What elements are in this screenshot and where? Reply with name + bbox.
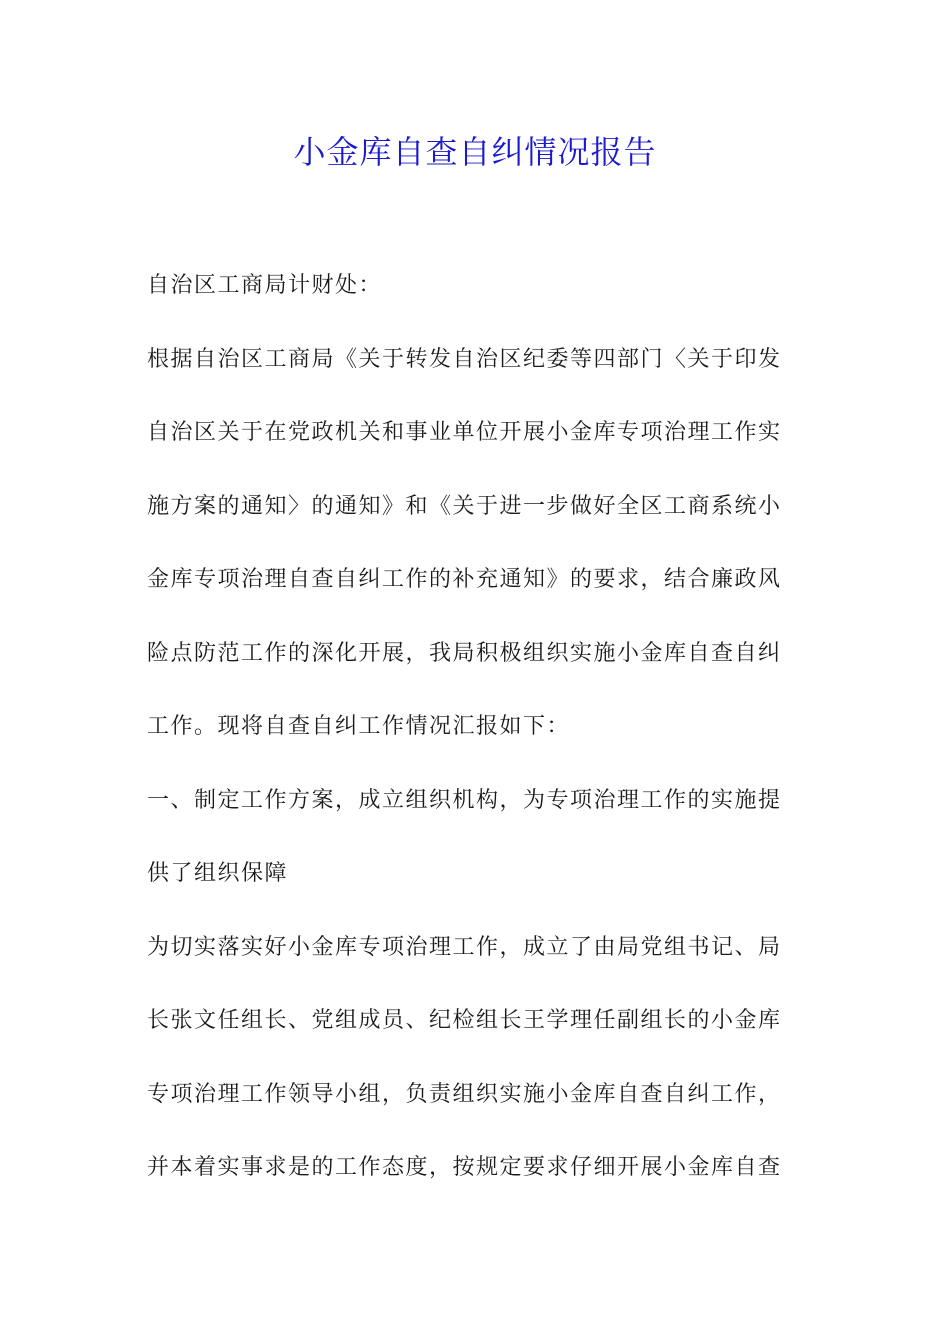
document-body	[147, 268, 807, 1224]
paragraph-line: 金库专项治理自查自纠工作的补充通知》的要求，结合廉政风	[147, 567, 782, 592]
paragraph-line: 长张文任组长、党组成员、纪检组长王学理任副组长的小金库	[147, 1008, 782, 1033]
paragraph-line: 施方案的通知〉的通知》和《关于进一步做好全区工商系统小	[147, 493, 782, 519]
paragraph-line: 自治区关于在党政机关和事业单位开展小金库专项治理工作实	[147, 420, 782, 445]
section-heading-line: 供了组织保障	[147, 861, 289, 886]
paragraph-line: 并本着实事求是的工作态度，按规定要求仔细开展小金库自查	[147, 1155, 782, 1180]
paragraph-line: 根据自治区工商局《关于转发自治区纪委等四部门〈关于印发	[147, 346, 782, 372]
section-heading-line: 一、制定工作方案，成立组织机构，为专项治理工作的实施提	[147, 787, 782, 813]
paragraph-line: 工作。现将自查自纠工作情况汇报如下：	[147, 714, 571, 739]
paragraph-line: 险点防范工作的深化开展，我局积极组织实施小金库自查自纠	[147, 640, 782, 666]
paragraph-line: 为切实落实好小金库专项治理工作，成立了由局党组书记、局	[147, 934, 782, 960]
addressee-line: 自治区工商局计财处：	[147, 273, 383, 298]
paragraph-line: 专项治理工作领导小组，负责组织实施小金库自查自纠工作，	[147, 1081, 782, 1107]
document-title: 小金库自查自纠情况报告	[293, 133, 657, 171]
